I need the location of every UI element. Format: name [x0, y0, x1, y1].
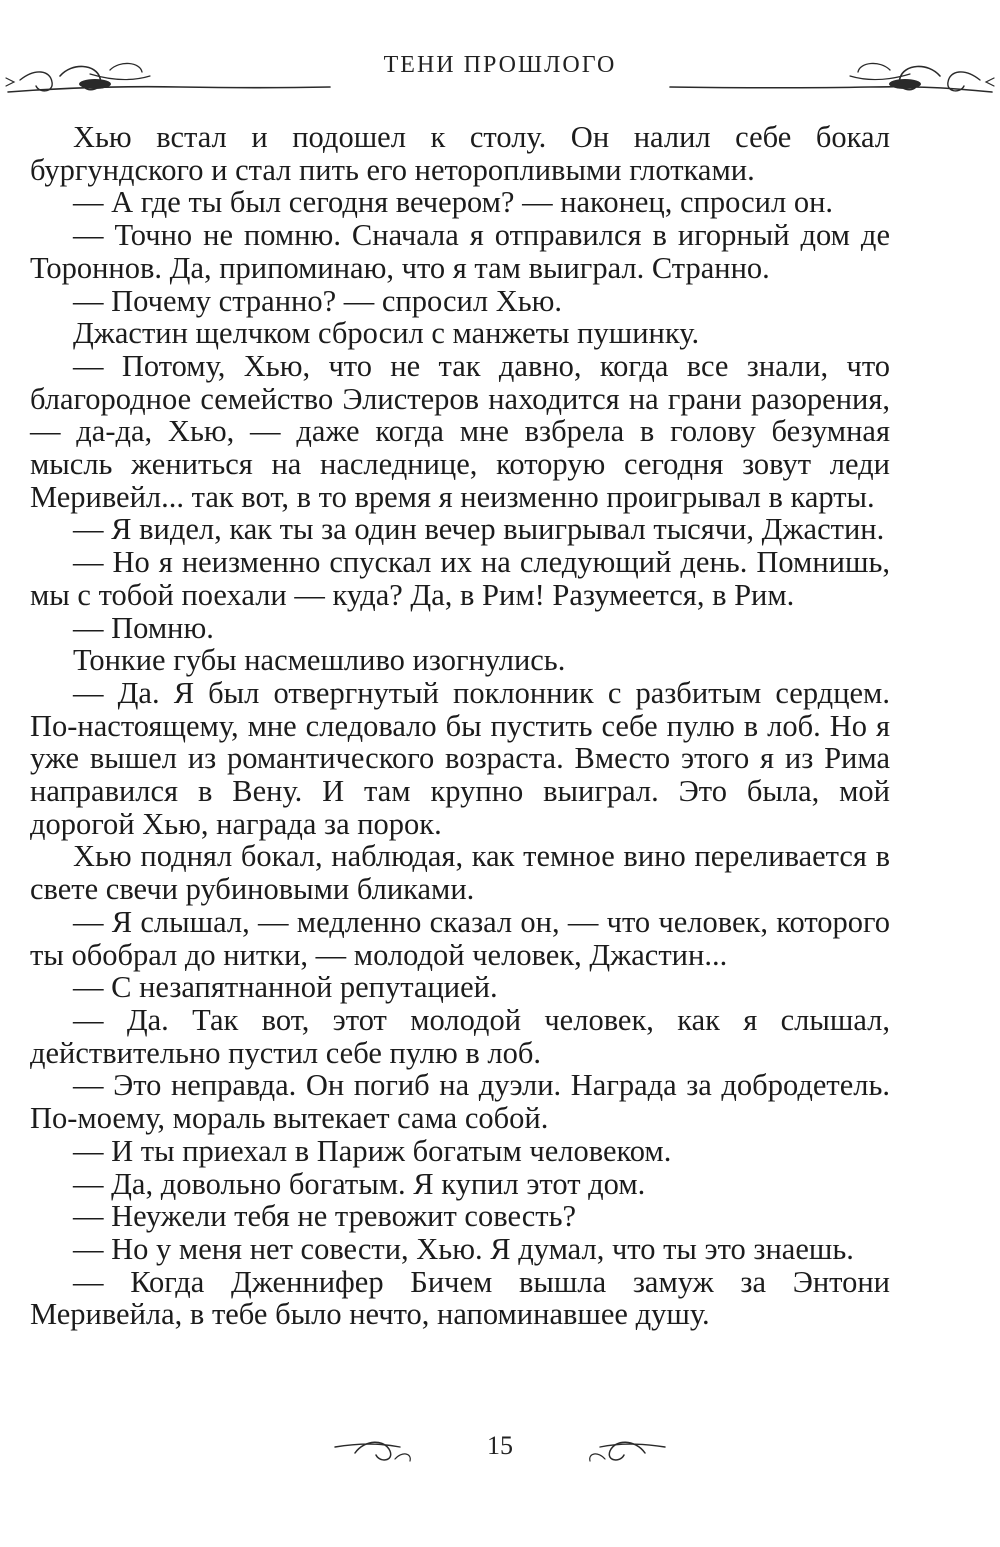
paragraph: — Да. Так вот, этот молодой человек, как я слышал, действительно пустил себе пулю в лоб. [30, 1002, 890, 1070]
paragraph: Джастин щелчком сбросил с манжеты пушинку. [73, 316, 700, 351]
page-footer [0, 1425, 1000, 1475]
paragraph: — И ты приехал в Париж богатым человеком. [73, 1133, 672, 1168]
running-header [0, 40, 1000, 110]
paragraph: — А где ты был сегодня вечером? — наконец, спросил он. [73, 185, 834, 220]
paragraph: — Да, довольно богатым. Я купил этот дом. [73, 1166, 646, 1201]
paragraph: — Неужели тебя не тревожит совесть? [73, 1199, 577, 1234]
paragraph: — Но у меня нет совести, Хью. Я думал, что ты это знаешь. [73, 1231, 854, 1266]
paragraph: — Помню. [73, 610, 214, 645]
paragraph: — С незапятнанной репутацией. [73, 970, 498, 1005]
paragraph: Хью поднял бокал, наблюдая, как темное вино переливается в свете свечи рубиновыми бликами. [30, 839, 890, 907]
page-number: 15 [487, 1431, 513, 1460]
running-header-title: ТЕНИ ПРОШЛОГО [383, 52, 617, 78]
paragraph: Хью встал и подошел к столу. Он налил себе бокал бургундского и стал пить его неторопливыми глотками. [30, 120, 890, 187]
paragraph: — Да. Я был отвергнутый поклонник с разбитым сердцем. По-настоящему, мне следовало бы пустить себе пулю в лоб. Но я уже вышел из романтического возраста. Вместо этого я из Рима направился в Вену. И там крупно выиграл. Это была, мой дорогой Хью, награда за порок. [30, 675, 890, 841]
paragraph: — Когда Дженнифер Бичем вышла замуж за Энтони Меривейла, в тебе было нечто, напоминавшее душу. [30, 1264, 890, 1332]
paragraph: — Я слышал, — медленно сказал он, — что человек, которого ты обобрал до нитки, — молодой человек, Джастин... [30, 904, 890, 972]
paragraph: — Но я неизменно спускал их на следующий день. Помнишь, мы с тобой поехали — куда? Да, в Рим! Разумеется, в Рим. [30, 545, 890, 612]
paragraph: — Это неправда. Он погиб на дуэли. Награда за добродетель. По-моему, мораль вытекает сама собой. [30, 1068, 890, 1136]
body-text [30, 121, 890, 1331]
paragraph: Тонкие губы насмешливо изогнулись. [73, 643, 566, 678]
paragraph: — Почему странно? — спросил Хью. [73, 283, 563, 318]
paragraph: — Потому, Хью, что не так давно, когда все знали, что благородное семейство Элистеров находится на грани разорения, — да-да, Хью, — даже когда мне взбрела в голову безумная мысль жениться на наследнице, которую сегодня зовут леди Меривейл... так вот, в то время я неизменно проигрывал в карты. [30, 348, 890, 514]
paragraph: — Я видел, как ты за один вечер выигрывал тысячи, Джастин. [73, 512, 885, 547]
paragraph: — Точно не помню. Сначала я отправился в игорный дом де Тороннов. Да, припоминаю, что я там выиграл. Странно. [30, 218, 890, 285]
